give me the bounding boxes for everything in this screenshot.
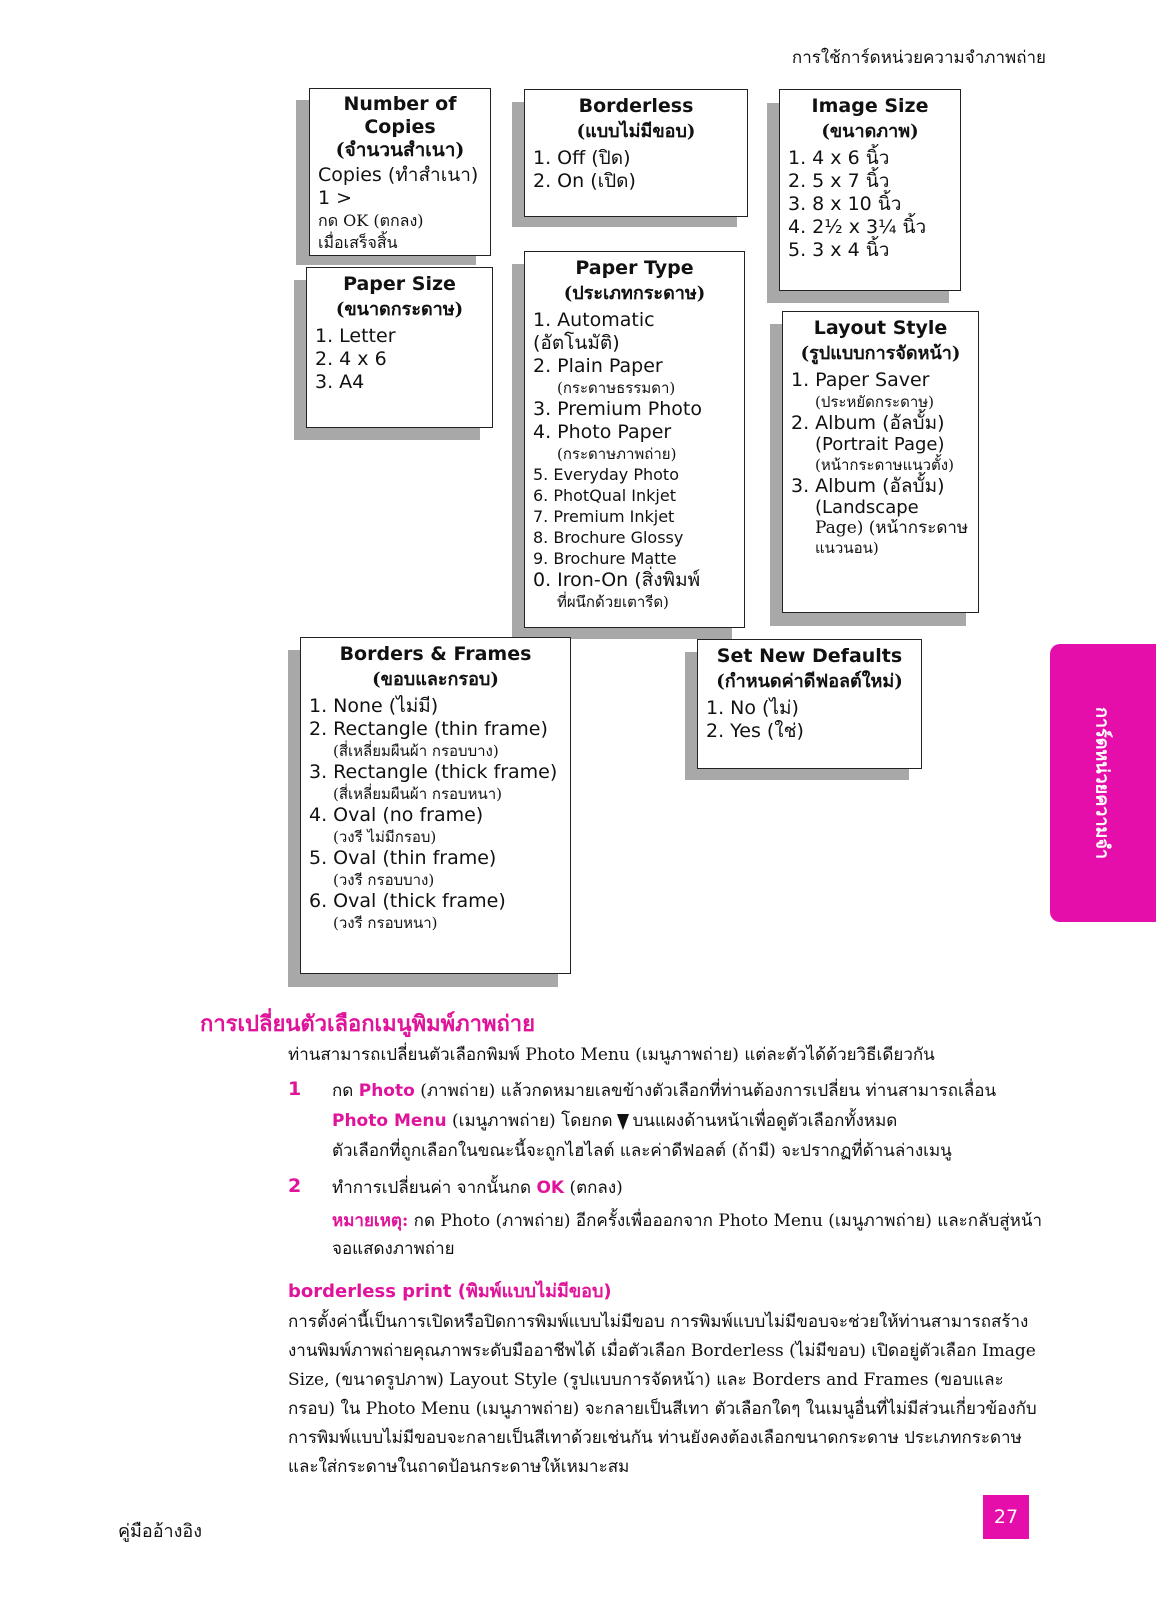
box-title: Paper Type [575, 257, 694, 279]
option-item: 4. 2½ x 3¼ นิ้ว [788, 216, 927, 238]
option-item [309, 695, 562, 718]
running-header: การใช้การ์ดหน่วยความจำภาพถ่าย [791, 48, 1046, 68]
option-item [533, 548, 736, 569]
option-label: 3. Premium Photo [533, 398, 702, 420]
option-label: 3. Album (อัลบั้ม) [791, 475, 945, 497]
box-line: กด OK (ตกลง) [318, 211, 424, 230]
photo-button-label: Photo [358, 1081, 415, 1101]
option-label: 8. Brochure Glossy [533, 528, 684, 547]
paper-type-box [524, 251, 745, 628]
option-item: 2. 4 x 6 [315, 348, 387, 370]
option-label: 6. PhotQual Inkjet [533, 486, 676, 505]
step-text: (ภาพถ่าย) แล้วกดหมายเลขข้างตัวเลือกที่ท่านต้องการเปลี่ยน ท่านสามารถเลื่อน [414, 1081, 997, 1101]
option-item [533, 485, 736, 506]
step-2 [332, 1173, 1052, 1203]
option-note: (สี่เหลี่ยมผืนผ้า กรอบบาง) [333, 742, 499, 760]
option-note: (วงรี กรอบหนา) [333, 914, 438, 932]
box-subtitle: (ประเภทกระดาษ) [563, 283, 706, 304]
option-note: แนวนอน) [815, 539, 879, 557]
box-subtitle: (กำหนดค่าดีฟอลต์ใหม่) [716, 671, 903, 692]
option-item: 2. 5 x 7 นิ้ว [788, 170, 890, 192]
option-item [309, 847, 562, 890]
option-item: 1. Letter [315, 325, 396, 347]
option-label: 9. Brochure Matte [533, 549, 677, 568]
option-item [533, 309, 736, 355]
section-heading: การเปลี่ยนตัวเลือกเมนูพิมพ์ภาพถ่าย [200, 1011, 536, 1037]
paper-size-box [306, 267, 493, 428]
option-label: 1. Paper Saver [791, 369, 930, 391]
note-label: หมายเหตุ: [332, 1211, 409, 1231]
option-item [533, 355, 736, 398]
footer-label: คู่มืออ้างอิง [118, 1521, 203, 1542]
option-item: 3. 8 x 10 นิ้ว [788, 193, 902, 215]
box-subtitle: (แบบไม่มีขอบ) [576, 121, 696, 142]
image-size-box [779, 89, 961, 291]
down-arrow-icon [617, 1114, 629, 1130]
borderless-box [524, 89, 748, 217]
option-item: 5. 3 x 4 นิ้ว [788, 239, 890, 261]
option-item [533, 398, 736, 421]
option-label: 7. Premium Inkjet [533, 507, 675, 526]
option-note: (ประหยัดกระดาษ) [815, 393, 935, 411]
box-title: Borders & Frames [339, 643, 532, 665]
step-text: (ตกลง) [564, 1178, 623, 1198]
box-line: Copies (ทำสำเนา) [318, 164, 479, 186]
option-item: 3. A4 [315, 371, 365, 393]
box-subtitle: (ขอบและกรอบ) [372, 669, 499, 690]
option-item [791, 412, 970, 475]
option-note: (วงรี ไม่มีกรอบ) [333, 828, 437, 846]
option-label: 1. Automatic (อัตโนมัติ) [533, 309, 655, 354]
option-item: 1. Off (ปิด) [533, 147, 631, 169]
step-text: ตัวเลือกที่ถูกเลือกในขณะนี้จะถูกไฮไลต์ และค่าดีฟอลต์ (ถ้ามี) จะปรากฏที่ด้านล่างเมนู [332, 1141, 952, 1161]
intro-paragraph: ท่านสามารถเปลี่ยนตัวเลือกพิมพ์ Photo Menu (เมนูภาพถ่าย) แต่ละตัวได้ด้วยวิธีเดียวกัน [288, 1045, 935, 1065]
photo-menu-label: Photo Menu [332, 1111, 447, 1131]
chapter-side-tab [1050, 644, 1156, 922]
option-item [533, 506, 736, 527]
option-label: 2. Plain Paper [533, 355, 663, 377]
note [332, 1207, 1052, 1263]
option-item [309, 761, 562, 804]
option-note: (กระดาษธรรมดา) [557, 379, 676, 397]
option-label: 2. Rectangle (thin frame) [309, 718, 548, 740]
option-item [533, 527, 736, 548]
option-item [791, 475, 970, 558]
step-text: ทำการเปลี่ยนค่า จากนั้นกด [332, 1178, 537, 1198]
borders-frames-box [300, 637, 571, 974]
option-item [309, 718, 562, 761]
option-label: 0. Iron-On (สิ่งพิมพ์ [533, 569, 701, 591]
option-note: (หน้ากระดาษแนวตั้ง) [815, 456, 954, 474]
box-subtitle: (ขนาดภาพ) [821, 121, 919, 142]
option-label: 4. Photo Paper [533, 421, 672, 443]
option-note: (วงรี กรอบบาง) [333, 871, 435, 889]
box-title: Borderless [578, 95, 694, 117]
option-label: 1. None (ไม่มี) [309, 695, 439, 717]
option-item [791, 369, 970, 412]
option-label: 2. Album (อัลบั้ม) [791, 412, 945, 434]
step-text: บนแผงด้านหน้าเพื่อดูตัวเลือกทั้งหมด [632, 1111, 898, 1131]
option-note: (กระดาษภาพถ่าย) [557, 445, 677, 463]
step-text: กด [332, 1081, 359, 1101]
option-label: 4. Oval (no frame) [309, 804, 484, 826]
box-subtitle: (จำนวนสำเนา) [335, 139, 465, 161]
box-title: Layout Style [813, 317, 948, 339]
option-item: 1. No (ไม่) [706, 697, 799, 719]
option-item [309, 890, 562, 933]
body-paragraph: การตั้งค่านี้เป็นการเปิดหรือปิดการพิมพ์แบบไม่มีขอบ การพิมพ์แบบไม่มีขอบจะช่วยให้ท่านสามารถสร้างงานพิมพ์ภาพถ่ายคุณภาพระดับมืออาชีพได้ เมื่อตัวเลือก Borderless (ไม่มีขอบ) เปิดอยู่ตัวเลือก Image Size, (ขนาดรูปภาพ) Layout Style (รูปแบบการจัดหน้า) และ Borders and Frames (ขอบและกรอบ) ใน Photo Menu (เมนูภาพถ่าย) จะกลายเป็นสีเทา ตัวเลือกใดๆ ในเมนูอื่นที่ไม่มีส่วนเกี่ยวข้องกับการพิมพ์แบบไม่มีขอบจะกลายเป็นสีเทาด้วยเช่นกัน ท่านยังคงต้องเลือกขนาดกระดาษ ประเภทกระดาษ และใส่กระดาษในถาดป้อนกระดาษให้เหมาะสม [288, 1312, 1037, 1477]
layout-style-box [782, 311, 979, 613]
option-item: 2. On (เปิด) [533, 170, 636, 192]
option-label: 6. Oval (thick frame) [309, 890, 506, 912]
ok-button-label: OK [536, 1178, 565, 1198]
option-label: 5. Everyday Photo [533, 465, 679, 484]
step-number: 2 [288, 1175, 302, 1197]
side-tab-label: การ์ดหน่วยความจำ [1091, 707, 1113, 859]
option-note: (สี่เหลี่ยมผืนผ้า กรอบหนา) [333, 785, 502, 803]
box-subtitle: (รูปแบบการจัดหน้า) [800, 343, 961, 364]
option-item [533, 464, 736, 485]
option-item: 1. 4 x 6 นิ้ว [788, 147, 890, 169]
box-line: เมื่อเสร็จสิ้น [318, 233, 398, 252]
option-label: 5. Oval (thin frame) [309, 847, 497, 869]
box-line: 1 > [318, 187, 353, 209]
number-of-copies-box [309, 88, 491, 256]
option-note: (Portrait Page) [815, 434, 945, 455]
option-item: 2. Yes (ใช่) [706, 720, 804, 742]
note-text: กด Photo (ภาพถ่าย) อีกครั้งเพื่อออกจาก Photo Menu (เมนูภาพถ่าย) และกลับสู่หน้าจอแสดงภาพถ่าย [332, 1211, 1043, 1259]
option-note: ที่ผนึกด้วยเตารีด) [557, 593, 669, 611]
box-title: Set New Defaults [716, 645, 903, 667]
box-subtitle: (ขนาดกระดาษ) [335, 299, 464, 320]
set-new-defaults-box [697, 639, 922, 769]
step-number: 1 [288, 1078, 302, 1100]
option-note: (Landscape [815, 497, 919, 518]
step-text: (เมนูภาพถ่าย) โดยกด [446, 1111, 613, 1131]
option-label: 3. Rectangle (thick frame) [309, 761, 558, 783]
step-1 [332, 1076, 1052, 1166]
box-title: Paper Size [343, 273, 456, 295]
option-item [533, 421, 736, 464]
box-title: Image Size [811, 95, 929, 117]
subsection-heading: borderless print (พิมพ์แบบไม่มีขอบ) [288, 1281, 612, 1302]
option-note: Page) (หน้ากระดาษ [815, 518, 969, 538]
box-title: Number of Copies [343, 93, 457, 138]
option-item [533, 569, 736, 612]
page-number: 27 [983, 1495, 1029, 1539]
option-item [309, 804, 562, 847]
